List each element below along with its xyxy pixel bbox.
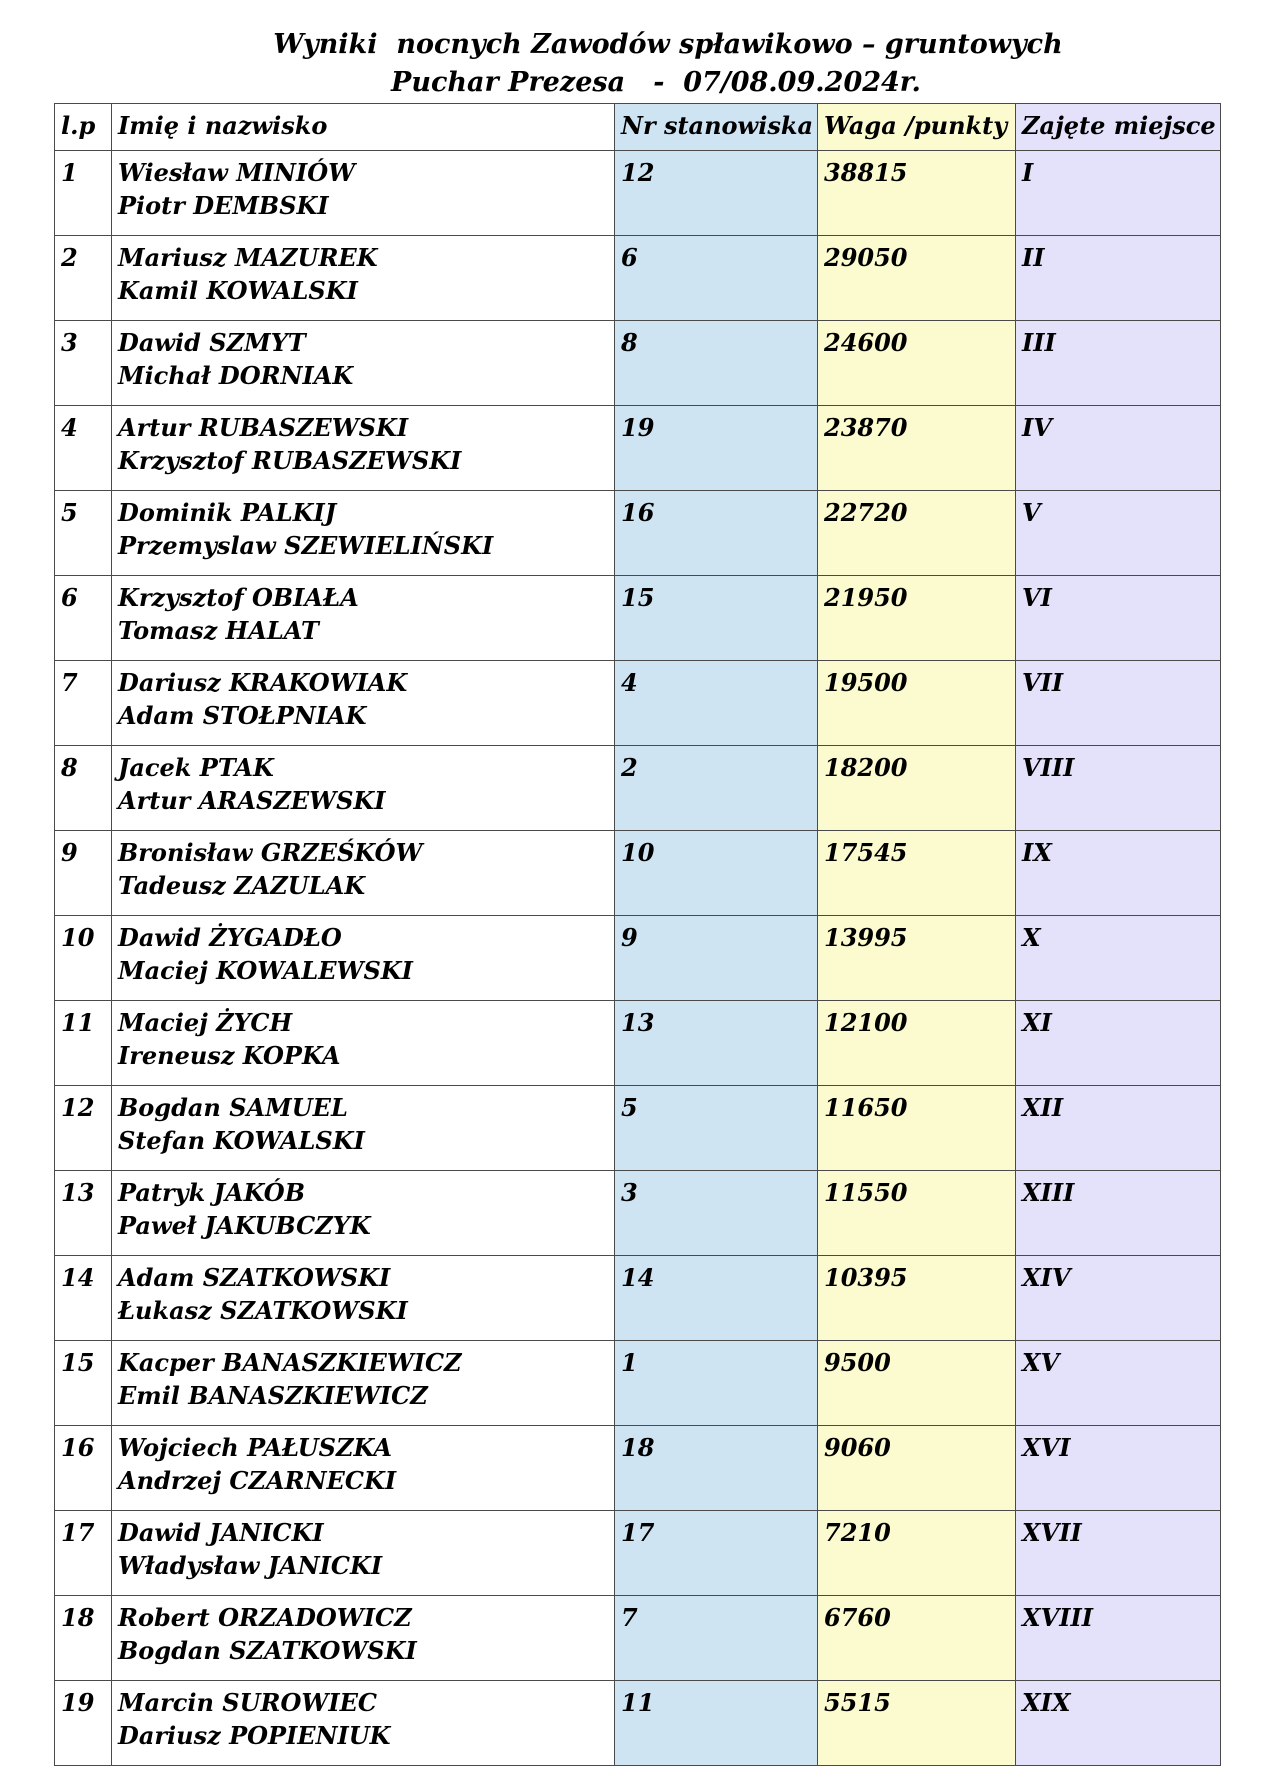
cell-lp: 4: [55, 406, 112, 491]
competitor-name-1: Maciej ŻYCH: [118, 1008, 293, 1037]
cell-stand: 8: [615, 321, 818, 406]
cell-stand: 19: [615, 406, 818, 491]
table-header-row: [55, 104, 1221, 151]
cell-place: I: [1016, 151, 1221, 236]
competitor-name-1: Krzysztof OBIAŁA: [118, 583, 359, 612]
cell-weight: 29050: [818, 236, 1016, 321]
cell-stand: 6: [615, 236, 818, 321]
cell-lp: 12: [55, 1086, 112, 1171]
competitor-name-1: Robert ORZADOWICZ: [118, 1603, 412, 1632]
table-row: [55, 236, 1221, 321]
competitor-name-2: Ireneusz KOPKA: [118, 1041, 341, 1070]
cell-stand: 12: [615, 151, 818, 236]
cell-name: [112, 831, 615, 916]
results-table: [54, 103, 1221, 1766]
cell-lp: 1: [55, 151, 112, 236]
cell-weight: 12100: [818, 1001, 1016, 1086]
competitor-name-1: Dawid JANICKI: [118, 1518, 324, 1547]
competitor-name-1: Kacper BANASZKIEWICZ: [118, 1348, 462, 1377]
table-row: [55, 491, 1221, 576]
table-row: [55, 661, 1221, 746]
cell-name: [112, 406, 615, 491]
document-subtitle: Puchar Prezesa - 07/08.09.2024r.: [391, 67, 921, 98]
header-weight: Waga /punkty: [818, 104, 1016, 151]
competitor-name-1: Bronisław GRZEŚKÓW: [118, 838, 423, 867]
competitor-name-2: Paweł JAKUBCZYK: [118, 1211, 371, 1240]
competitor-name-1: Dominik PALKIJ: [118, 498, 337, 527]
cell-name: [112, 661, 615, 746]
cell-weight: 19500: [818, 661, 1016, 746]
cell-place: III: [1016, 321, 1221, 406]
header-lp: l.p: [55, 104, 112, 151]
cell-name: [112, 746, 615, 831]
cell-lp: 16: [55, 1426, 112, 1511]
cell-stand: 18: [615, 1426, 818, 1511]
cell-lp: 14: [55, 1256, 112, 1341]
cell-name: [112, 916, 615, 1001]
cell-stand: 13: [615, 1001, 818, 1086]
cell-lp: 18: [55, 1596, 112, 1681]
cell-weight: 7210: [818, 1511, 1016, 1596]
table-row: [55, 831, 1221, 916]
cell-name: [112, 1681, 615, 1766]
cell-place: XI: [1016, 1001, 1221, 1086]
cell-name: [112, 576, 615, 661]
cell-lp: 10: [55, 916, 112, 1001]
competitor-name-2: Kamil KOWALSKI: [118, 276, 358, 305]
competitor-name-1: Wojciech PAŁUSZKA: [118, 1433, 393, 1462]
competitor-name-2: Krzysztof RUBASZEWSKI: [118, 446, 462, 475]
competitor-name-1: Artur RUBASZEWSKI: [118, 413, 409, 442]
competitor-name-1: Marcin SUROWIEC: [118, 1688, 377, 1717]
competitor-name-2: Przemyslaw SZEWIELIŃSKI: [118, 531, 494, 560]
cell-name: [112, 1001, 615, 1086]
competitor-name-2: Tomasz HALAT: [118, 616, 319, 645]
cell-weight: 22720: [818, 491, 1016, 576]
cell-place: XVII: [1016, 1511, 1221, 1596]
cell-place: IV: [1016, 406, 1221, 491]
header-place: Zajęte miejsce: [1016, 104, 1221, 151]
cell-lp: 17: [55, 1511, 112, 1596]
table-row: [55, 1001, 1221, 1086]
cell-lp: 9: [55, 831, 112, 916]
header-name: Imię i nazwisko: [112, 104, 615, 151]
document-title: Wyniki nocnych Zawodów spławikowo – gruntowych: [273, 29, 1063, 60]
cell-name: [112, 491, 615, 576]
table-row: [55, 406, 1221, 491]
cell-stand: 4: [615, 661, 818, 746]
competitor-name-2: Władysław JANICKI: [118, 1551, 383, 1580]
table-row: [55, 1171, 1221, 1256]
table-row: [55, 1596, 1221, 1681]
cell-lp: 7: [55, 661, 112, 746]
competitor-name-2: Bogdan SZATKOWSKI: [118, 1636, 417, 1665]
cell-stand: 2: [615, 746, 818, 831]
cell-place: XIII: [1016, 1171, 1221, 1256]
table-row: [55, 916, 1221, 1001]
competitor-name-2: Emil BANASZKIEWICZ: [118, 1381, 428, 1410]
table-row: [55, 321, 1221, 406]
competitor-name-1: Patryk JAKÓB: [118, 1178, 305, 1207]
cell-lp: 13: [55, 1171, 112, 1256]
competitor-name-2: Maciej KOWALEWSKI: [118, 956, 413, 985]
cell-place: XIV: [1016, 1256, 1221, 1341]
cell-place: XV: [1016, 1341, 1221, 1426]
cell-stand: 16: [615, 491, 818, 576]
competitor-name-1: Dariusz KRAKOWIAK: [118, 668, 408, 697]
cell-name: [112, 236, 615, 321]
cell-place: XIX: [1016, 1681, 1221, 1766]
cell-place: VIII: [1016, 746, 1221, 831]
competitor-name-1: Dawid SZMYT: [118, 328, 306, 357]
competitor-name-2: Stefan KOWALSKI: [118, 1126, 365, 1155]
cell-weight: 5515: [818, 1681, 1016, 1766]
cell-place: V: [1016, 491, 1221, 576]
cell-weight: 38815: [818, 151, 1016, 236]
cell-lp: 19: [55, 1681, 112, 1766]
competitor-name-1: Adam SZATKOWSKI: [118, 1263, 391, 1292]
cell-name: [112, 151, 615, 236]
cell-stand: 7: [615, 1596, 818, 1681]
competitor-name-2: Artur ARASZEWSKI: [118, 786, 386, 815]
cell-stand: 17: [615, 1511, 818, 1596]
cell-name: [112, 1256, 615, 1341]
header-stand: Nr stanowiska: [615, 104, 818, 151]
cell-stand: 11: [615, 1681, 818, 1766]
cell-place: IX: [1016, 831, 1221, 916]
table-row: [55, 1256, 1221, 1341]
cell-place: VI: [1016, 576, 1221, 661]
competitor-name-2: Piotr DEMBSKI: [118, 191, 329, 220]
competitor-name-2: Łukasz SZATKOWSKI: [118, 1296, 408, 1325]
table-row: [55, 1511, 1221, 1596]
table-row: [55, 1681, 1221, 1766]
table-row: [55, 1426, 1221, 1511]
competitor-name-2: Andrzej CZARNECKI: [118, 1466, 397, 1495]
table-row: [55, 746, 1221, 831]
cell-weight: 11550: [818, 1171, 1016, 1256]
cell-place: XVI: [1016, 1426, 1221, 1511]
cell-name: [112, 1086, 615, 1171]
competitor-name-1: Jacek PTAK: [118, 753, 274, 782]
cell-stand: 9: [615, 916, 818, 1001]
cell-weight: 24600: [818, 321, 1016, 406]
cell-weight: 9500: [818, 1341, 1016, 1426]
competitor-name-1: Bogdan SAMUEL: [118, 1093, 348, 1122]
cell-stand: 14: [615, 1256, 818, 1341]
cell-place: VII: [1016, 661, 1221, 746]
cell-place: XVIII: [1016, 1596, 1221, 1681]
cell-stand: 1: [615, 1341, 818, 1426]
table-row: [55, 576, 1221, 661]
cell-place: X: [1016, 916, 1221, 1001]
cell-weight: 9060: [818, 1426, 1016, 1511]
cell-lp: 8: [55, 746, 112, 831]
cell-name: [112, 321, 615, 406]
cell-weight: 10395: [818, 1256, 1016, 1341]
cell-weight: 17545: [818, 831, 1016, 916]
competitor-name-2: Michał DORNIAK: [118, 361, 354, 390]
cell-name: [112, 1596, 615, 1681]
competitor-name-2: Adam STOŁPNIAK: [118, 701, 367, 730]
cell-name: [112, 1511, 615, 1596]
cell-stand: 10: [615, 831, 818, 916]
cell-lp: 3: [55, 321, 112, 406]
table-row: [55, 151, 1221, 236]
cell-weight: 13995: [818, 916, 1016, 1001]
cell-stand: 15: [615, 576, 818, 661]
cell-lp: 6: [55, 576, 112, 661]
cell-weight: 11650: [818, 1086, 1016, 1171]
cell-weight: 18200: [818, 746, 1016, 831]
cell-lp: 15: [55, 1341, 112, 1426]
competitor-name-2: Tadeusz ZAZULAK: [118, 871, 366, 900]
competitor-name-2: Dariusz POPIENIUK: [118, 1721, 391, 1750]
cell-lp: 11: [55, 1001, 112, 1086]
cell-place: II: [1016, 236, 1221, 321]
competitor-name-1: Mariusz MAZUREK: [118, 243, 378, 272]
cell-weight: 23870: [818, 406, 1016, 491]
cell-lp: 2: [55, 236, 112, 321]
cell-stand: 3: [615, 1171, 818, 1256]
cell-name: [112, 1171, 615, 1256]
cell-weight: 21950: [818, 576, 1016, 661]
cell-name: [112, 1341, 615, 1426]
cell-stand: 5: [615, 1086, 818, 1171]
table-row: [55, 1341, 1221, 1426]
cell-name: [112, 1426, 615, 1511]
cell-weight: 6760: [818, 1596, 1016, 1681]
competitor-name-1: Wiesław MINIÓW: [118, 158, 356, 187]
table-row: [55, 1086, 1221, 1171]
results-body: [55, 151, 1221, 1766]
cell-lp: 5: [55, 491, 112, 576]
competitor-name-1: Dawid ŻYGADŁO: [118, 923, 342, 952]
cell-place: XII: [1016, 1086, 1221, 1171]
